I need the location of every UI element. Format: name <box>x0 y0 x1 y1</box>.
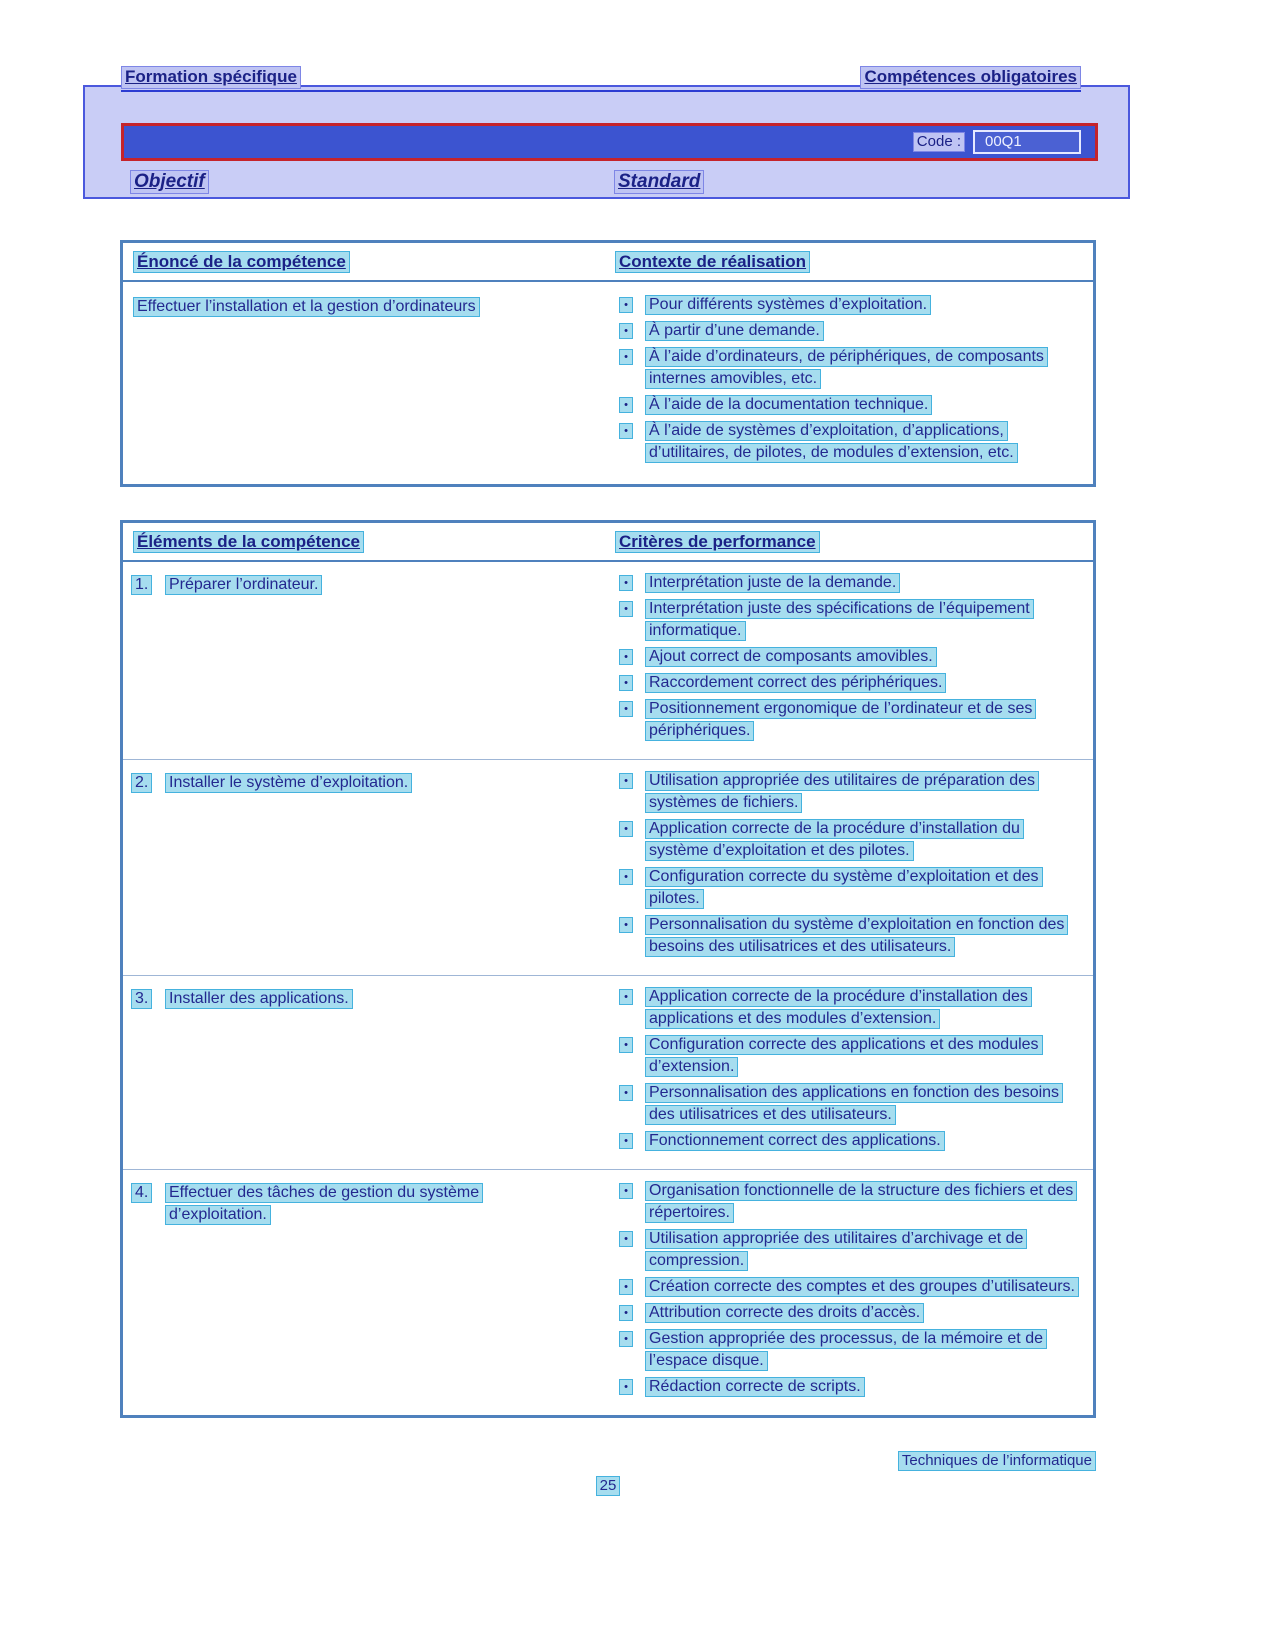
criterion-text: Personnalisation des applications en fonction des besoins des utilisatrices et des utilisateurs. <box>645 1083 1063 1125</box>
element-cell <box>123 986 615 1156</box>
element-number: 4. <box>131 1183 152 1203</box>
bullet-icon: • <box>619 869 633 885</box>
competence-table <box>120 240 1096 487</box>
criterion-text: Utilisation appropriée des utilitaires de préparation des systèmes de fichiers. <box>645 771 1039 813</box>
page-number-text: 25 <box>596 1476 621 1496</box>
bullet-icon: • <box>619 323 633 339</box>
element-cell <box>123 572 615 746</box>
list-item <box>615 672 1081 694</box>
list-item <box>615 914 1081 958</box>
bullet-icon: • <box>619 1331 633 1347</box>
list-item <box>615 1276 1081 1298</box>
running-header <box>121 66 1081 89</box>
list-item <box>615 572 1081 594</box>
competence-header-right: Contexte de réalisation <box>615 251 810 273</box>
element-text: Installer des applications. <box>165 989 353 1009</box>
elements-header-right: Critères de performance <box>615 531 820 553</box>
criterion-text: Organisation fonctionnelle de la structure des fichiers et des répertoires. <box>645 1181 1077 1223</box>
bullet-icon: • <box>619 423 633 439</box>
list-item <box>615 770 1081 814</box>
context-bullet-text: À l’aide de la documentation technique. <box>645 395 932 415</box>
bullet-icon: • <box>619 821 633 837</box>
list-item <box>615 598 1081 642</box>
criteria-cell <box>615 986 1093 1156</box>
bullet-icon: • <box>619 917 633 933</box>
criterion-text: Interprétation juste des spécifications de l’équipement informatique. <box>645 599 1034 641</box>
bullet-icon: • <box>619 575 633 591</box>
list-item <box>615 866 1081 910</box>
elements-header-left: Éléments de la compétence <box>133 531 364 553</box>
criterion-text: Gestion appropriée des processus, de la mémoire et de l’espace disque. <box>645 1329 1047 1371</box>
context-bullet-text: À partir d’une demande. <box>645 321 824 341</box>
table-row <box>123 759 1093 975</box>
competence-statement-cell <box>123 294 615 468</box>
bullet-icon: • <box>619 1305 633 1321</box>
elements-table <box>120 520 1096 1418</box>
criterion-text: Configuration correcte du système d’exploitation et des pilotes. <box>645 867 1043 909</box>
context-bullet-text: À l’aide d’ordinateurs, de périphériques, de composants internes amovibles, etc. <box>645 347 1048 389</box>
competence-header-left: Énoncé de la compétence <box>133 251 350 273</box>
table-row <box>123 1169 1093 1415</box>
criteria-cell <box>615 1180 1093 1402</box>
bullet-icon: • <box>619 1085 633 1101</box>
bullet-icon: • <box>619 675 633 691</box>
footer-program <box>120 1452 1096 1469</box>
criteria-cell <box>615 770 1093 962</box>
criteria-cell <box>615 572 1093 746</box>
bullet-icon: • <box>619 1183 633 1199</box>
elements-table-header <box>123 523 1093 562</box>
criterion-text: Création correcte des comptes et des groupes d’utilisateurs. <box>645 1277 1079 1297</box>
list-item <box>615 1082 1081 1126</box>
list-item <box>615 320 1081 342</box>
context-bullet-text: Pour différents systèmes d’exploitation. <box>645 295 931 315</box>
page-number <box>120 1477 1096 1494</box>
element-text: Installer le système d’exploitation. <box>165 773 412 793</box>
bullet-icon: • <box>619 349 633 365</box>
competence-table-body <box>123 282 1093 484</box>
list-item <box>615 1328 1081 1372</box>
bullet-icon: • <box>619 773 633 789</box>
criterion-text: Fonctionnement correct des applications. <box>645 1131 945 1151</box>
objectif-title: Objectif <box>130 171 209 193</box>
list-item <box>615 394 1081 416</box>
criterion-text: Rédaction correcte de scripts. <box>645 1377 865 1397</box>
list-item <box>615 294 1081 316</box>
bullet-icon: • <box>619 701 633 717</box>
bullet-icon: • <box>619 1231 633 1247</box>
competence-statement: Effectuer l’installation et la gestion d’ordinateurs <box>133 297 480 317</box>
list-item <box>615 698 1081 742</box>
criterion-text: Attribution correcte des droits d’accès. <box>645 1303 924 1323</box>
criterion-text: Interprétation juste de la demande. <box>645 573 900 593</box>
criteria-header-cell <box>615 532 1093 552</box>
footer-program-text: Techniques de l’informatique <box>898 1451 1096 1471</box>
list-item <box>615 420 1081 464</box>
context-bullets-cell <box>615 294 1093 468</box>
code-label: Code : <box>913 132 965 152</box>
criterion-text: Configuration correcte des applications et des modules d’extension. <box>645 1035 1043 1077</box>
list-item <box>615 1034 1081 1078</box>
bullet-icon: • <box>619 989 633 1005</box>
table-row <box>123 975 1093 1169</box>
bullet-icon: • <box>619 1379 633 1395</box>
element-number: 1. <box>131 575 152 595</box>
list-item <box>615 1376 1081 1398</box>
bullet-icon: • <box>619 1037 633 1053</box>
criterion-text: Personnalisation du système d’exploitation en fonction des besoins des utilisatrices et des utilisateurs. <box>645 915 1068 957</box>
criterion-text: Positionnement ergonomique de l’ordinateur et de ses périphériques. <box>645 699 1036 741</box>
element-number: 3. <box>131 989 152 1009</box>
list-item <box>615 818 1081 862</box>
running-header-left: Formation spécifique <box>121 66 301 89</box>
bullet-icon: • <box>619 649 633 665</box>
criterion-text: Ajout correct de composants amovibles. <box>645 647 937 667</box>
list-item <box>615 986 1081 1030</box>
list-item <box>615 1180 1081 1224</box>
element-text: Effectuer des tâches de gestion du système d’exploitation. <box>165 1183 483 1225</box>
header-rule <box>121 90 1081 92</box>
standard-title: Standard <box>614 171 704 193</box>
element-cell <box>123 770 615 962</box>
element-cell <box>123 1180 615 1402</box>
criterion-text: Application correcte de la procédure d’installation des applications et des modules d’extension. <box>645 987 1032 1029</box>
context-header-cell <box>615 252 1093 272</box>
list-item <box>615 346 1081 390</box>
bullet-icon: • <box>619 601 633 617</box>
code-value-box <box>973 130 1081 154</box>
bullet-icon: • <box>619 1279 633 1295</box>
bullet-icon: • <box>619 297 633 313</box>
code-bar <box>121 123 1098 161</box>
list-item <box>615 1228 1081 1272</box>
context-bullet-text: À l’aide de systèmes d’exploitation, d’applications, d’utilitaires, de pilotes, de modules d’extension, etc. <box>645 421 1018 463</box>
bullet-icon: • <box>619 1133 633 1149</box>
criterion-text: Utilisation appropriée des utilitaires d’archivage et de compression. <box>645 1229 1027 1271</box>
criterion-text: Application correcte de la procédure d’installation du système d’exploitation et des pilotes. <box>645 819 1024 861</box>
competence-header-cell <box>123 252 615 272</box>
list-item <box>615 1302 1081 1324</box>
running-header-right: Compétences obligatoires <box>860 66 1081 89</box>
code-value: 00Q1 <box>985 133 1022 150</box>
list-item <box>615 1130 1081 1152</box>
criterion-text: Raccordement correct des périphériques. <box>645 673 946 693</box>
element-text: Préparer l’ordinateur. <box>165 575 322 595</box>
elements-header-cell <box>123 532 615 552</box>
bullet-icon: • <box>619 397 633 413</box>
element-number: 2. <box>131 773 152 793</box>
list-item <box>615 646 1081 668</box>
competence-table-header <box>123 243 1093 282</box>
table-row <box>123 562 1093 759</box>
